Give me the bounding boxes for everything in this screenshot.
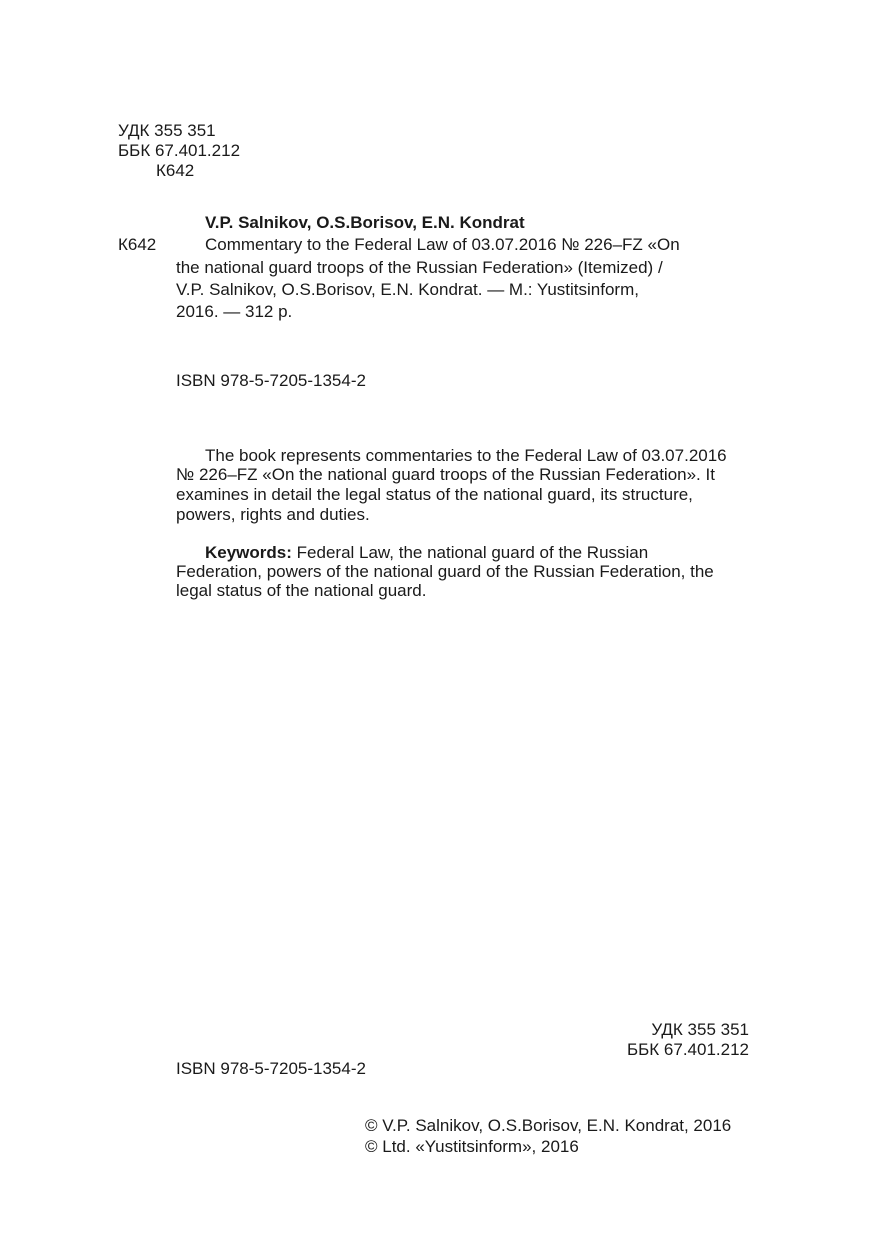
isbn-top: ISBN 978-5-7205-1354-2 — [176, 371, 366, 390]
copyright-authors: © V.P. Salnikov, O.S.Borisov, E.N. Kondrat, 2016 — [365, 1116, 732, 1135]
record-line-2: the national guard troops of the Russian Federation» (Itemized) / — [176, 258, 663, 277]
isbn-bottom: ISBN 978-5-7205-1354-2 — [176, 1059, 366, 1078]
authors-heading: V.P. Salnikov, O.S.Borisov, E.N. Kondrat — [205, 213, 525, 232]
copyright-publisher: © Ltd. «Yustitsinform», 2016 — [365, 1137, 579, 1156]
record-line-4: 2016. — 312 p. — [176, 302, 293, 321]
abstract-line-4: powers, rights and duties. — [176, 505, 370, 524]
keywords-line-3: legal status of the national guard. — [176, 581, 427, 600]
udk-code-bottom: УДК 355 351 — [651, 1020, 749, 1039]
bbk-code-bottom: ББК 67.401.212 — [626, 1040, 749, 1059]
abstract-line-3: examines in detail the legal status of the national guard, its structure, — [176, 485, 693, 504]
record-line-1: Commentary to the Federal Law of 03.07.2016 № 226–FZ «On — [205, 235, 680, 254]
udk-code-top: УДК 355 351 — [118, 121, 216, 140]
bbk-code-top: ББК 67.401.212 — [118, 141, 241, 160]
author-mark-top: К642 — [156, 161, 195, 180]
record-author-mark: К642 — [118, 235, 157, 254]
abstract-line-2: № 226–FZ «On the national guard troops of the Russian Federation». It — [176, 465, 715, 484]
abstract-line-1: The book represents commentaries to the Federal Law of 03.07.2016 — [205, 446, 727, 465]
record-line-3: V.P. Salnikov, O.S.Borisov, E.N. Kondrat. — M.: Yustitsinform, — [176, 280, 639, 299]
keywords-label: Keywords: — [205, 543, 292, 562]
keywords-line-2: Federation, powers of the national guard of the Russian Federation, the — [176, 562, 714, 581]
keywords-line-1: Keywords: Federal Law, the national guard of the Russian — [205, 543, 649, 562]
